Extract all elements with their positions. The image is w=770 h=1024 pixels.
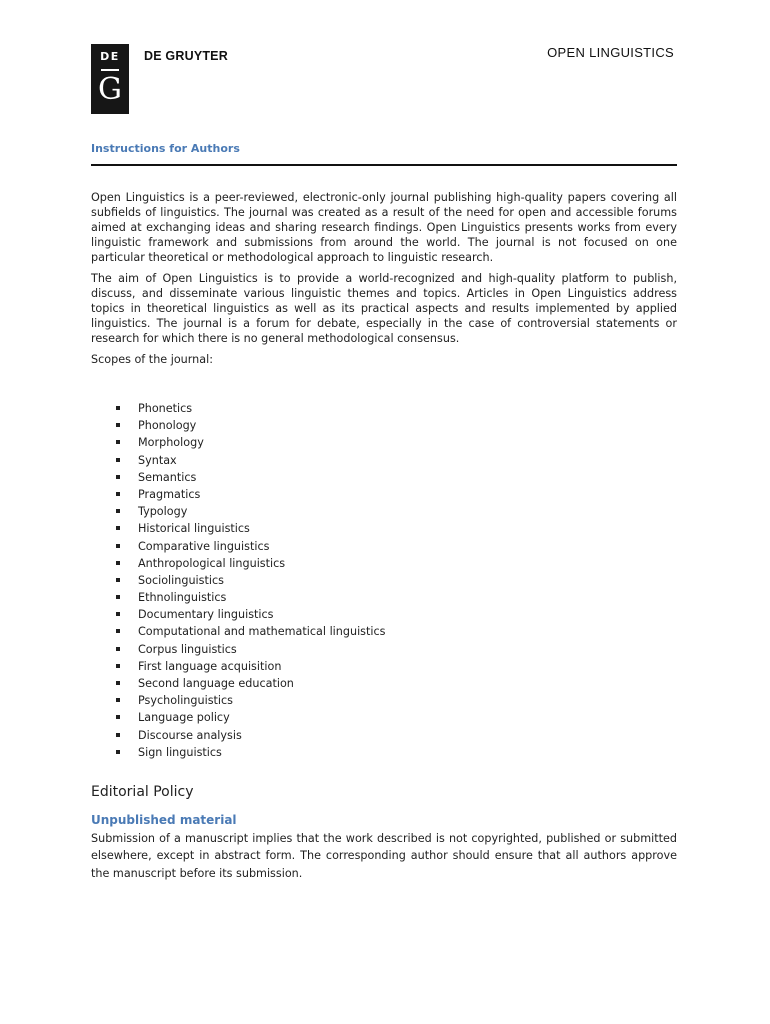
- scope-label: Comparative linguistics: [138, 539, 270, 553]
- scope-label: Documentary linguistics: [138, 608, 274, 622]
- bullet-icon: [116, 458, 120, 462]
- bullet-icon: [116, 578, 120, 582]
- list-item: [91, 503, 677, 520]
- scope-label: Phonetics: [138, 402, 193, 415]
- list-item: [91, 641, 677, 658]
- publisher-name: DE GRUYTER: [144, 49, 228, 63]
- scope-label: Sign linguistics: [138, 745, 222, 759]
- scope-label: Corpus linguistics: [138, 642, 237, 656]
- logo-g-letter: G: [98, 72, 122, 107]
- scopes-intro: Scopes of the journal:: [91, 353, 213, 366]
- bullet-icon: [116, 595, 120, 599]
- bullet-icon: [116, 406, 120, 410]
- bullet-icon: [116, 561, 120, 565]
- bullet-icon: [116, 647, 120, 651]
- section-title: Instructions for Authors: [91, 142, 240, 155]
- scope-label: Discourse analysis: [138, 728, 242, 742]
- logo-de-text: DE: [100, 50, 120, 63]
- bullet-icon: [116, 664, 120, 668]
- unpublished-material-text: Submission of a manuscript implies that the work described is not copyrighted, published or submitted elsewhere, except in abstract form. The corresponding author should ensure that all authors approve the manuscript before its submission.: [91, 831, 677, 880]
- bullet-icon: [116, 544, 120, 548]
- scope-label: Sociolinguistics: [138, 573, 224, 587]
- list-item: [91, 572, 677, 589]
- list-item: [91, 486, 677, 503]
- list-item: [91, 417, 677, 434]
- list-item: [91, 452, 677, 469]
- header-rule: [91, 164, 677, 166]
- editorial-policy-heading: Editorial Policy: [91, 783, 194, 800]
- list-item: [91, 744, 677, 761]
- scope-label: Anthropological linguistics: [138, 556, 286, 570]
- bullet-icon: [116, 440, 120, 444]
- bullet-icon: [116, 492, 120, 496]
- scope-list: [91, 400, 677, 761]
- bullet-icon: [116, 612, 120, 616]
- scope-label: Pragmatics: [138, 487, 201, 501]
- scope-label: Second language education: [138, 677, 294, 690]
- list-item: [91, 658, 677, 675]
- list-item: [91, 434, 677, 451]
- intro-paragraph-1: Open Linguistics is a peer-reviewed, electronic-only journal publishing high-quality papers covering all subfields of linguistics. The journal was created as a result of the need for open and accessible forums aimed at exchanging ideas and sharing research findings. Open Linguistics presents works from every linguistic framework and submissions from around the world. The journal is not focused on one particular theoretical or methodological approach to linguistic research.: [91, 191, 677, 264]
- bullet-icon: [116, 423, 120, 427]
- intro-paragraph-2: The aim of Open Linguistics is to provide a world-recognized and high-quality platform to publish, discuss, and disseminate various linguistic themes and topics. Articles in Open Linguistics address topics in theoretical linguistics as well as its practical aspects and results implemented by applied linguistics. The journal is a forum for debate, especially in the case of controversial statements or research for which there is no general methodological consensus.: [91, 272, 677, 345]
- unpublished-material-heading: Unpublished material: [91, 812, 237, 827]
- bullet-icon: [116, 629, 120, 633]
- list-item: [91, 400, 677, 417]
- list-item: [91, 727, 677, 744]
- scope-label: Ethnolinguistics: [138, 591, 227, 605]
- list-item: [91, 538, 677, 555]
- scope-label: Computational and mathematical linguistics: [138, 625, 386, 639]
- bullet-icon: [116, 698, 120, 702]
- list-item: [91, 692, 677, 709]
- scope-label: Syntax: [138, 453, 177, 467]
- scope-label: Morphology: [138, 436, 204, 450]
- list-item: [91, 589, 677, 606]
- bullet-icon: [116, 509, 120, 513]
- scope-label: Psycholinguistics: [138, 694, 233, 708]
- bullet-icon: [116, 681, 120, 685]
- scope-label: Semantics: [138, 470, 197, 484]
- scope-label: Phonology: [138, 419, 197, 433]
- list-item: [91, 520, 677, 537]
- scope-label: Language policy: [138, 711, 230, 725]
- list-item: [91, 555, 677, 572]
- list-item: [91, 709, 677, 726]
- journal-name: OPEN LINGUISTICS: [547, 45, 674, 60]
- publisher-logo: [91, 44, 129, 114]
- list-item: [91, 469, 677, 486]
- bullet-icon: [116, 526, 120, 530]
- bullet-icon: [116, 475, 120, 479]
- list-item: [91, 623, 677, 640]
- list-item: [91, 606, 677, 623]
- scope-label: First language acquisition: [138, 659, 282, 673]
- scope-label: Typology: [138, 505, 188, 519]
- bullet-icon: [116, 733, 120, 737]
- scope-label: Historical linguistics: [138, 522, 250, 536]
- document-body: [91, 190, 677, 882]
- list-item: [91, 675, 677, 692]
- bullet-icon: [116, 750, 120, 754]
- bullet-icon: [116, 715, 120, 719]
